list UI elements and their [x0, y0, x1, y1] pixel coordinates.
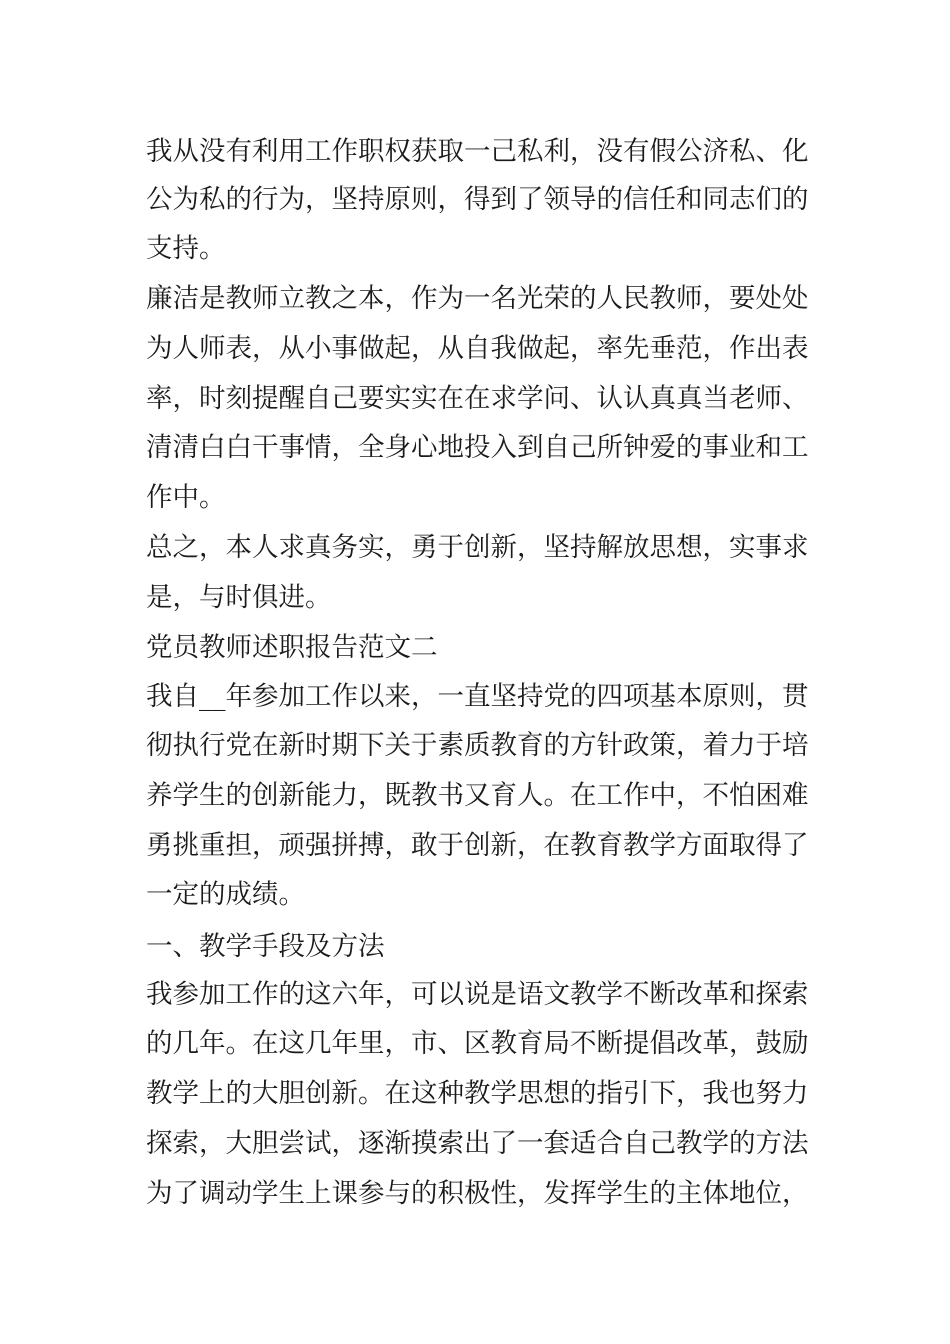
text-line: 勇挑重担，顽强拼搏，敢于创新，在教育教学方面取得了 [146, 830, 809, 861]
text-line: 探索，大胆尝试，逐渐摸索出了一套适合自己教学的方法 [146, 1128, 809, 1159]
text-line: 总之，本人求真务实，勇于创新，坚持解放思想，实事求 [146, 532, 809, 563]
text-line: 我参加工作的这六年，可以说是语文教学不断改革和探索 [146, 979, 809, 1010]
text-line: 廉洁是教师立教之本，作为一名光荣的人民教师，要处处 [146, 283, 809, 314]
text-line: 是，与时俱进。 [146, 582, 332, 613]
section-heading: 党员教师述职报告范文二 [146, 632, 438, 663]
text-line: 彻执行党在新时期下关于素质教育的方针政策，着力于培 [146, 730, 809, 761]
text-line: 支持。 [146, 233, 226, 264]
text-line: 的几年。在这几年里，市、区教育局不断提倡改革，鼓励 [146, 1028, 809, 1059]
text-line: 一定的成绩。 [146, 879, 305, 910]
text-line: 作中。 [146, 482, 226, 513]
text-line: 为人师表，从小事做起，从自我做起，率先垂范，作出表 [146, 333, 809, 364]
text-line: 养学生的创新能力，既教书又育人。在工作中，不怕困难 [146, 780, 809, 811]
text-line: 教学上的大胆创新。在这种教学思想的指引下，我也努力 [146, 1078, 809, 1109]
text-line: 公为私的行为，坚持原则，得到了领导的信任和同志们的 [146, 184, 809, 215]
section-heading: 一、教学手段及方法 [146, 931, 385, 962]
text-line: 我从没有利用工作职权获取一己私利，没有假公济私、化 [146, 136, 809, 167]
text-line: 率，时刻提醒自己要实实在在求学问、认认真真当老师、 [146, 383, 809, 414]
text-line: 我自__年参加工作以来，一直坚持党的四项基本原则，贯 [146, 681, 809, 712]
text-line: 为了调动学生上课参与的积极性，发挥学生的主体地位， [146, 1178, 809, 1209]
text-line: 清清白白干事情，全身心地投入到自己所钟爱的事业和工 [146, 432, 809, 463]
